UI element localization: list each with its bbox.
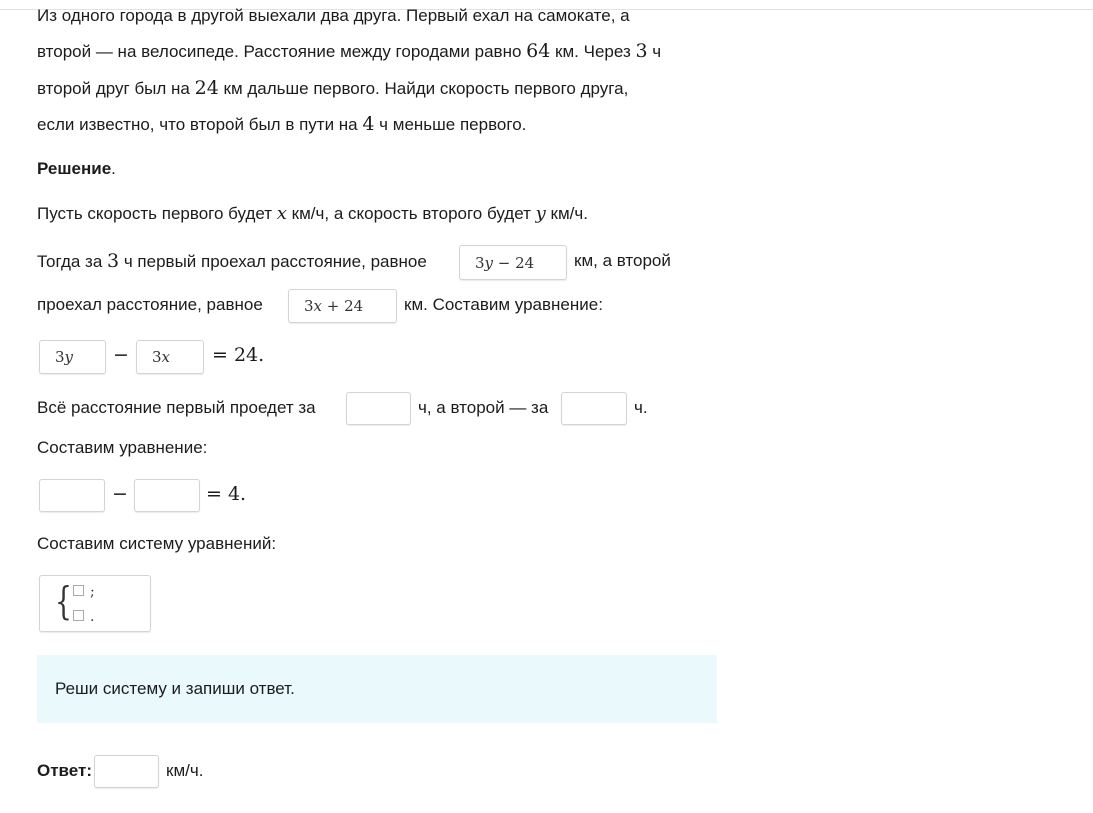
time-first-input[interactable] (346, 392, 411, 425)
eq2-right-input[interactable] (134, 479, 200, 512)
problem-text: второй друг был на (37, 79, 195, 98)
second-distance-value: 3x + 24 (304, 297, 364, 315)
eq2-rhs: = 4. (206, 483, 247, 505)
problem-text: ч (647, 42, 662, 61)
math-number: 4 (362, 113, 375, 135)
eq2-left-input[interactable] (39, 479, 105, 512)
var-y: y (535, 203, 546, 224)
system-punct-2: . (90, 609, 95, 625)
problem-text: Из одного города в другой выехали два друга. Первый ехал на самокате, а (37, 6, 630, 25)
dist2-statement (37, 293, 263, 317)
problem-text: км дальше первого. Найди скорость первого друга, (218, 79, 629, 98)
solution-heading-dot: . (111, 159, 116, 178)
problem-text: второй — на велосипеде. Расстояние между городами равно (37, 42, 527, 61)
time-tail: ч. (634, 398, 648, 417)
first-distance-value: 3y − 24 (475, 253, 535, 272)
system-punct-1: ; (90, 584, 95, 600)
eq2-minus: − (112, 483, 128, 505)
system-slot-1[interactable] (73, 585, 84, 596)
problem-text: ч меньше первого. (374, 115, 527, 134)
system-label: Составим систему уравнений: (37, 534, 277, 553)
dist2-tail: км. Составим уравнение: (404, 295, 603, 314)
eq1-right-input[interactable] (136, 340, 204, 374)
let-statement (37, 202, 588, 226)
solution-heading-text: Решение (37, 159, 112, 178)
problem-text: км. Через (550, 42, 636, 61)
time-second-input[interactable] (561, 392, 627, 425)
let-text: Пусть скорость первого будет (37, 204, 277, 223)
math-number: 3 (635, 40, 648, 62)
first-distance-input[interactable] (459, 245, 567, 280)
brace-icon: { (55, 579, 72, 623)
eq1-minus: − (113, 344, 129, 366)
var-x: x (276, 203, 287, 224)
then-statement (37, 249, 427, 274)
let-text: км/ч, а скорость второго будет (286, 204, 536, 223)
math-number: 24 (194, 77, 219, 99)
let-text: км/ч. (545, 204, 588, 223)
problem-line-1 (37, 4, 630, 28)
problem-text: если известно, что второй был в пути на (37, 115, 363, 134)
then-tail: км, а второй (574, 251, 671, 270)
time-statement (37, 396, 316, 420)
then-text: Тогда за (37, 252, 108, 271)
compose-equation: Составим уравнение: (37, 438, 208, 457)
solution-heading (37, 157, 116, 181)
time-text: Всё расстояние первый проедет за (37, 398, 316, 417)
problem-line-3 (37, 76, 628, 101)
math-number: 64 (526, 40, 551, 62)
hint-panel (37, 655, 717, 723)
hint-text: Реши систему и запиши ответ. (55, 679, 295, 698)
eq1-rhs: = 24. (212, 344, 265, 366)
math-number: 3 (107, 250, 120, 272)
second-distance-input[interactable] (288, 289, 397, 323)
problem-line-4 (37, 112, 526, 137)
eq1-left-value: 3y (55, 348, 74, 366)
time-mid: ч, а второй — за (418, 398, 549, 417)
answer-unit: км/ч. (166, 761, 204, 780)
eq1-left-input[interactable] (39, 340, 106, 374)
then-text: ч первый проехал расстояние, равное (119, 252, 427, 271)
problem-line-2 (37, 39, 661, 64)
system-slot-2[interactable] (73, 610, 84, 621)
answer-input[interactable] (94, 755, 159, 788)
system-input[interactable] (39, 575, 151, 632)
eq1-right-value: 3x (152, 348, 171, 366)
dist2-text: проехал расстояние, равное (37, 295, 263, 314)
answer-label: Ответ: (37, 761, 92, 780)
